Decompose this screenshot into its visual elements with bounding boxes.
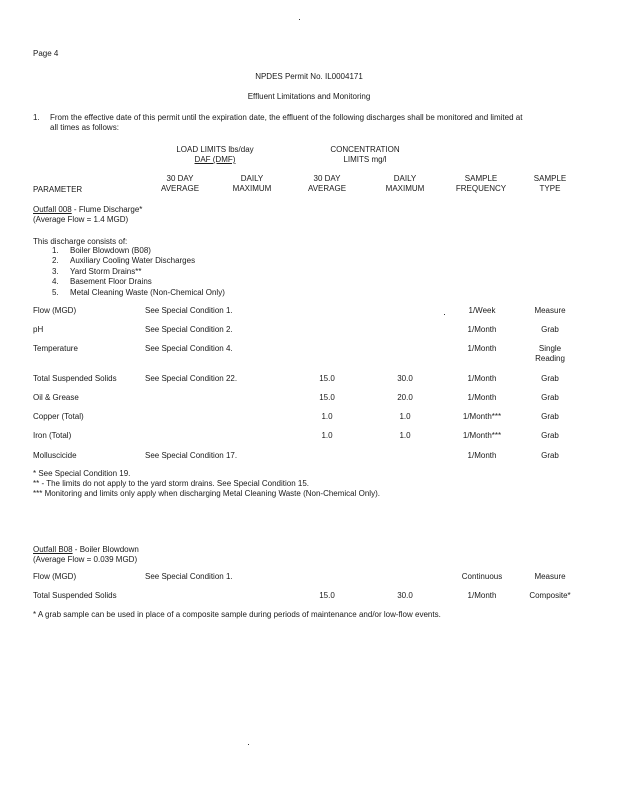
row-conc-max: 30.0 [397, 591, 413, 600]
row-limits: See Special Condition 1. [145, 572, 233, 581]
row-limits: See Special Condition 1. [145, 306, 233, 315]
intro-number: 1. [33, 113, 40, 122]
list-item: Basement Floor Drains [70, 277, 152, 286]
row-type: Composite* [529, 591, 571, 600]
footnote: *** Monitoring and limits only apply when discharging Metal Cleaning Waste (Non-Chemical Only). [33, 489, 380, 498]
row-frequency: 1/Month [467, 374, 497, 383]
row-conc-max: 20.0 [397, 393, 413, 402]
list-item-num: 5. [52, 288, 59, 297]
outfall-b08-title: Outfall B08 - Boiler Blowdown [33, 545, 139, 554]
col-load-daily-l2: MAXIMUM [232, 184, 272, 193]
row-conc-max: 1.0 [399, 431, 411, 440]
col-type-l1: SAMPLE [533, 174, 567, 183]
footnote: ** - The limits do not apply to the yard storm drains. See Special Condition 15. [33, 479, 309, 488]
concentration-header: CONCENTRATION [330, 145, 400, 154]
table-row [0, 393, 618, 405]
row-type: Grab [541, 325, 559, 334]
table-row [0, 572, 618, 584]
row-type: Measure [534, 572, 566, 581]
list-item-num: 3. [52, 267, 59, 276]
list-item: Metal Cleaning Waste (Non-Chemical Only) [70, 288, 225, 297]
row-frequency: 1/Month [467, 325, 497, 334]
row-type: Grab [541, 412, 559, 421]
col-conc-30day-l2: AVERAGE [307, 184, 347, 193]
col-type-l2: TYPE [539, 184, 561, 193]
col-conc-daily-l2: MAXIMUM [385, 184, 425, 193]
row-frequency: 1/Month [467, 591, 497, 600]
row-type-line2: Reading [535, 354, 565, 363]
outfall-008-flow: (Average Flow = 1.4 MGD) [33, 215, 129, 224]
row-frequency: 1/Month [467, 451, 497, 460]
list-item-num: 4. [52, 277, 59, 286]
row-frequency: 1/Week [468, 306, 496, 315]
col-conc-30day-l1: 30 DAY [313, 174, 341, 183]
row-frequency: 1/Month [467, 344, 497, 353]
outfall-008-title: Outfall 008 - Flume Discharge* [33, 205, 143, 214]
row-type: Grab [541, 374, 559, 383]
section-title: Effluent Limitations and Monitoring [247, 92, 371, 101]
row-conc-avg: 1.0 [321, 431, 333, 440]
table-row [0, 591, 618, 603]
list-item: Auxiliary Cooling Water Discharges [70, 256, 196, 265]
list-item-num: 2. [52, 256, 59, 265]
row-frequency: 1/Month*** [462, 431, 502, 440]
row-conc-avg: 15.0 [319, 374, 335, 383]
col-conc-daily-l1: DAILY [393, 174, 417, 183]
row-parameter: Copper (Total) [33, 412, 84, 421]
scan-speck [299, 19, 300, 20]
row-parameter: Molluscicide [33, 451, 77, 460]
row-type: Measure [534, 306, 566, 315]
permit-title: NPDES Permit No. IL0004171 [255, 72, 363, 81]
outfall-b08-flow: (Average Flow = 0.039 MGD) [33, 555, 138, 564]
concentration-subheader: LIMITS mg/l [343, 155, 387, 164]
load-limits-subheader: DAF (DMF) [194, 155, 236, 164]
row-frequency: 1/Month [467, 393, 497, 402]
footnote: * See Special Condition 19. [33, 469, 131, 478]
row-parameter: Flow (MGD) [33, 306, 77, 315]
intro-line-1: From the effective date of this permit until the expiration date, the effluent of the following discharges shall be monitored and limited at [50, 113, 523, 122]
table-row [0, 374, 618, 386]
row-frequency: Continuous [461, 572, 503, 581]
row-parameter: pH [33, 325, 44, 334]
row-conc-max: 30.0 [397, 374, 413, 383]
row-parameter: Iron (Total) [33, 431, 72, 440]
col-load-30day-l1: 30 DAY [166, 174, 194, 183]
table-row [0, 451, 618, 463]
table-row [0, 431, 618, 443]
col-load-daily-l1: DAILY [240, 174, 264, 183]
table-row [0, 344, 618, 366]
row-parameter: Total Suspended Solids [33, 374, 117, 383]
table-row [0, 306, 618, 318]
row-parameter: Flow (MGD) [33, 572, 77, 581]
col-parameter: PARAMETER [33, 185, 83, 194]
row-type: Single [538, 344, 562, 353]
row-conc-avg: 15.0 [319, 591, 335, 600]
page-label: Page 4 [33, 49, 59, 58]
row-type: Grab [541, 451, 559, 460]
row-parameter: Oil & Grease [33, 393, 79, 402]
row-conc-avg: 15.0 [319, 393, 335, 402]
table-row [0, 412, 618, 424]
list-item: Yard Storm Drains** [70, 267, 142, 276]
row-limits: See Special Condition 4. [145, 344, 233, 353]
row-conc-max: 1.0 [399, 412, 411, 421]
col-frequency-l1: SAMPLE [464, 174, 498, 183]
row-frequency: 1/Month*** [462, 412, 502, 421]
row-type: Grab [541, 393, 559, 402]
row-limits: See Special Condition 22. [145, 374, 238, 383]
list-item: Boiler Blowdown (B08) [70, 246, 151, 255]
scan-speck [248, 744, 249, 745]
table-row [0, 325, 618, 337]
col-load-30day-l2: AVERAGE [160, 184, 200, 193]
intro-line-2: all times as follows: [50, 123, 119, 132]
row-limits: See Special Condition 2. [145, 325, 233, 334]
row-limits: See Special Condition 17. [145, 451, 238, 460]
consists-label: This discharge consists of: [33, 237, 128, 246]
list-item-num: 1. [52, 246, 59, 255]
col-frequency-l2: FREQUENCY [455, 184, 507, 193]
footnote: * A grab sample can be used in place of a composite sample during periods of maintenance and/or low-flow events. [33, 610, 441, 619]
row-type: Grab [541, 431, 559, 440]
row-parameter: Temperature [33, 344, 78, 353]
load-limits-header: LOAD LIMITS lbs/day [176, 145, 254, 154]
row-conc-avg: 1.0 [321, 412, 333, 421]
row-parameter: Total Suspended Solids [33, 591, 117, 600]
